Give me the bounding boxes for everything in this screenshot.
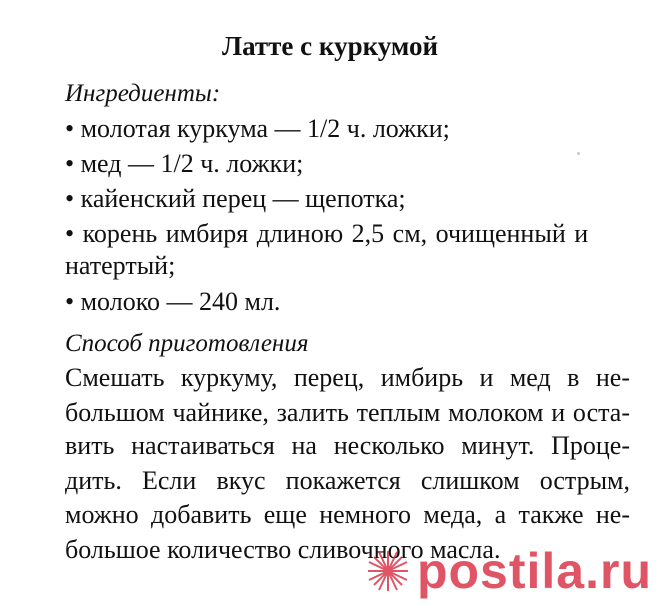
method-text-line: можно добавить еще немного меда, а также не- xyxy=(65,500,630,529)
method-text-line: вить настаиваться на несколько минут. Проце- xyxy=(65,431,630,460)
ingredient-item-continuation: натертый; xyxy=(65,251,176,280)
watermark-text: postila.ru xyxy=(416,543,652,599)
method-text-line: большом чайнике, залить теплым молоком и оста- xyxy=(65,398,630,427)
recipe-title: Латте с куркумой xyxy=(221,31,438,61)
method-text-line: Смешать куркуму, перец, имбирь и мед в не- xyxy=(65,363,630,392)
ingredient-item: • молоко — 240 мл. xyxy=(65,287,281,316)
watermark xyxy=(365,543,652,599)
method-text-line: дить. Если вкус покажется слишком острым, xyxy=(65,466,630,495)
ingredient-item: • корень имбиря длиною 2,5 см, очищенный и xyxy=(65,219,589,248)
ingredients-heading: Ингредиенты: xyxy=(65,80,221,107)
method-heading: Способ приготовления xyxy=(65,330,309,357)
method-text-line: большое количество сливочного масла. xyxy=(65,535,501,564)
ingredient-item: • молотая куркума — 1/2 ч. ложки; xyxy=(65,114,450,143)
ingredient-item: • мед — 1/2 ч. ложки; xyxy=(65,149,304,178)
ingredient-item: • кайенский перец — щепотка; xyxy=(65,184,406,213)
postila-logo-icon xyxy=(365,548,411,594)
scan-speck xyxy=(577,152,580,155)
